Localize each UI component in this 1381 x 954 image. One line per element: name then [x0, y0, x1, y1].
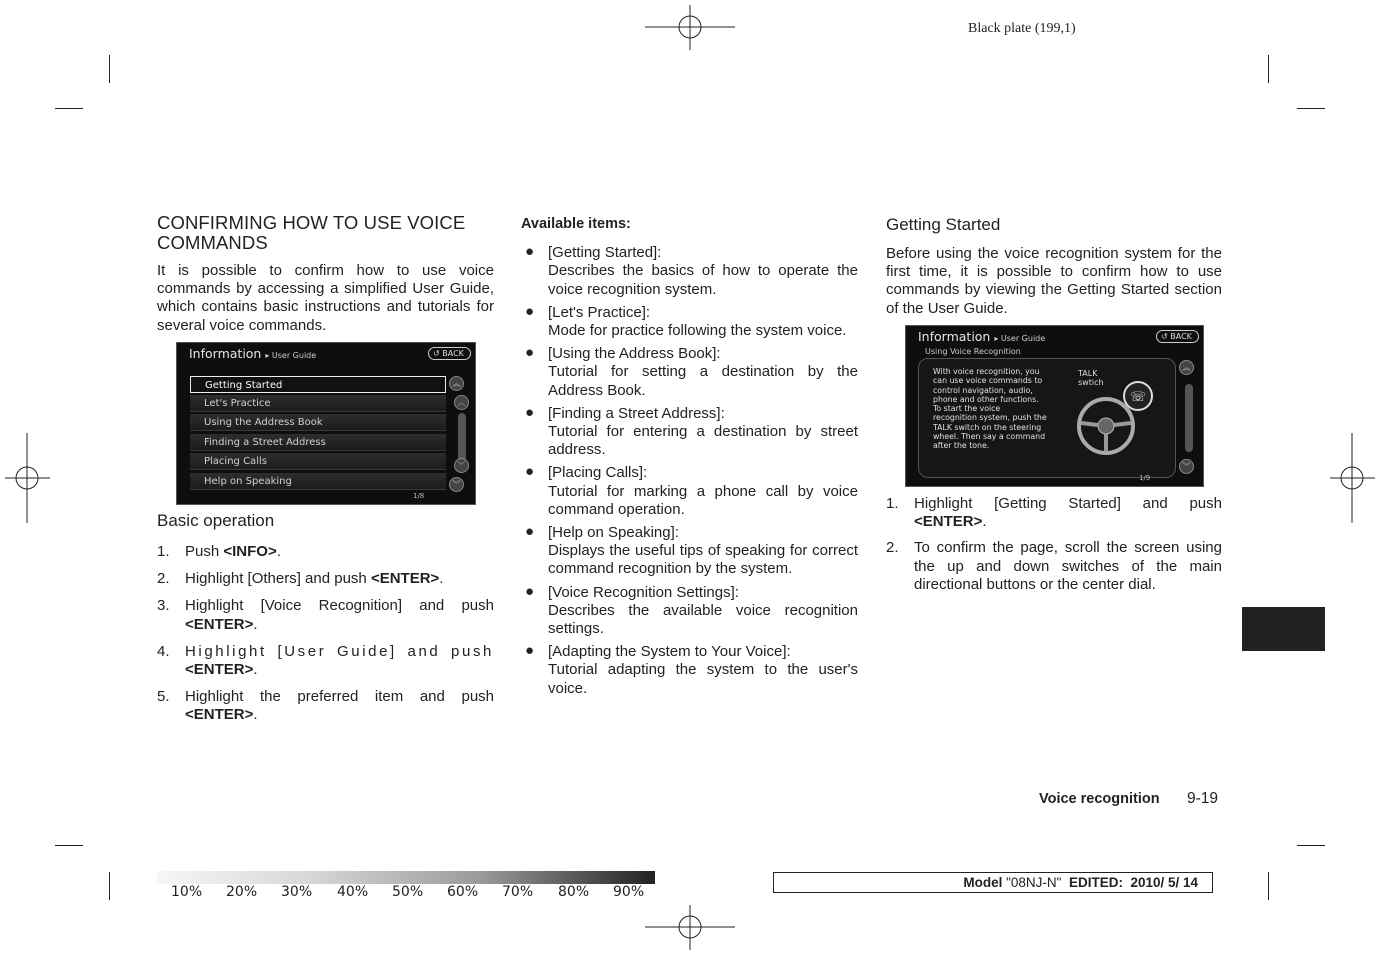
step-end: . [276, 543, 281, 560]
step-end: . [253, 615, 258, 633]
step-key: <ENTER> [185, 706, 254, 724]
getting-started-intro: Before using the voice recognition system for the first time, it is possible to confirm how to use commands by viewing the Getting Started section of the User Guide. [886, 245, 1222, 317]
menu-item-lets-practice[interactable]: Let's Practice [190, 395, 446, 412]
menu-item-address-book[interactable]: Using the Address Book [190, 414, 446, 431]
step-key: <INFO> [223, 543, 277, 560]
svg-text:☏: ☏ [1129, 390, 1147, 405]
step-end: . [253, 661, 261, 679]
bullet-icon: ● [525, 302, 535, 320]
step-key: <ENTER> [914, 513, 983, 531]
back-button-label: BACK [442, 349, 464, 358]
screen-header [918, 329, 1045, 344]
screen-breadcrumb-label: User Guide [1000, 334, 1046, 343]
step-key: <ENTER> [185, 661, 254, 679]
info-line: To start the voice [933, 404, 1001, 414]
percent-label: 50% [392, 884, 424, 900]
percent-label: 60% [447, 884, 479, 900]
scrollbar[interactable] [458, 413, 466, 463]
info-line: phone and other functions. [933, 394, 1039, 404]
info-line: wheel. Then say a command [933, 432, 1046, 442]
crop-mark [1268, 55, 1269, 83]
page-up-icon[interactable]: ︽ [1179, 360, 1194, 375]
crop-mark [1297, 108, 1325, 109]
item-title: [Help on Speaking]: [548, 524, 679, 542]
user-guide-screen [176, 342, 476, 505]
registration-mark-icon [1330, 433, 1375, 523]
crop-mark [109, 55, 110, 83]
section-title [157, 213, 494, 253]
intro-paragraph: It is possible to confirm how to use voice commands by accessing a simplified User Guide, which contains basic instructions and tutorials for several voice commands. [157, 262, 494, 334]
step-number: 4. [157, 642, 170, 660]
item-title: [Placing Calls]: [548, 464, 648, 482]
step-number: 2. [886, 539, 899, 557]
screen-header-title: Information [189, 346, 262, 361]
step-text: Highlight [Getting Started] and push [914, 495, 1222, 512]
item-title: [Adapting the System to Your Voice]: [548, 643, 791, 661]
basic-operation-heading: Basic operation [157, 511, 275, 530]
density-strip [157, 871, 655, 884]
available-items-heading: Available items: [521, 216, 631, 232]
step-item [157, 570, 494, 588]
scroll-up-icon[interactable]: ︿ [454, 395, 469, 410]
percent-label: 10% [171, 884, 203, 900]
info-text [933, 367, 1047, 451]
scroll-down-icon[interactable]: ﹀ [454, 458, 469, 473]
step-number: 5. [157, 688, 170, 706]
item-description: Displays the useful tips of speaking for correct command recognition by the system. [548, 542, 858, 578]
info-line: control navigation, audio, [933, 385, 1033, 395]
talk-label-line: swtich [1078, 378, 1104, 387]
info-line: recognition system, push the [933, 413, 1047, 423]
step-text: Highlight [Others] and push [185, 570, 371, 588]
list-item [521, 345, 858, 400]
bullet-icon: ● [525, 344, 535, 362]
percent-label: 70% [502, 884, 534, 900]
step-key: <ENTER> [185, 615, 254, 633]
step-number: 3. [157, 597, 170, 615]
item-description: Tutorial for setting a destination by the Address Book. [548, 363, 858, 399]
scrollbar[interactable] [1185, 384, 1193, 452]
back-button[interactable]: ↺ BACK [428, 347, 471, 360]
getting-started-steps [886, 495, 1222, 603]
column-1 [157, 213, 494, 335]
registration-mark-icon [5, 433, 50, 523]
step-end: . [982, 513, 987, 531]
screen-breadcrumb: ▸ User Guide [994, 334, 1046, 343]
registration-mark-icon [645, 905, 735, 950]
step-item [157, 543, 494, 561]
menu-item-help-speaking[interactable]: Help on Speaking [190, 473, 446, 490]
list-item [521, 244, 858, 299]
bullet-icon: ● [525, 642, 535, 660]
step-item [157, 597, 494, 633]
crop-mark [55, 108, 83, 109]
item-title: [Let's Practice]: [548, 303, 651, 321]
list-item [521, 524, 858, 579]
step-text: Push [185, 543, 224, 560]
step-item [157, 688, 494, 724]
item-title: [Getting Started]: [548, 244, 662, 262]
crop-mark [1297, 845, 1325, 846]
screen-breadcrumb-label: User Guide [271, 351, 317, 360]
item-title: [Using the Address Book]: [548, 345, 721, 363]
screen-header [189, 346, 316, 361]
percent-label: 30% [281, 884, 313, 900]
column-2 [521, 215, 858, 703]
list-item [521, 304, 858, 340]
percent-label: 40% [337, 884, 369, 900]
step-item [886, 495, 1222, 531]
percent-label: 90% [613, 884, 645, 900]
section-title-line-1: CONFIRMING HOW TO USE VOICE [157, 212, 466, 233]
section-tab [1242, 607, 1325, 651]
available-items-list [521, 244, 858, 698]
menu-item-placing-calls[interactable]: Placing Calls [190, 453, 446, 470]
menu-item-street-address[interactable]: Finding a Street Address [190, 434, 446, 451]
step-end: . [439, 570, 444, 588]
step-number: 1. [157, 543, 170, 560]
info-line: With voice recognition, you [933, 367, 1040, 376]
page-down-icon[interactable]: ︾ [449, 477, 464, 492]
item-description: Tutorial for entering a destination by street address. [548, 423, 858, 459]
page-down-icon[interactable]: ︾ [1179, 459, 1194, 474]
item-description: Tutorial for marking a phone call by voice command operation. [548, 482, 858, 518]
info-line: TALK switch on the steering [933, 422, 1042, 432]
item-description: Mode for practice following the system voice. [548, 322, 847, 340]
getting-started-steps-list [886, 495, 1222, 594]
edited-date: EDITED: 2010/ 5/ 14 [1061, 875, 1198, 890]
item-description: Describes the basics of how to operate the voice recognition system. [548, 262, 858, 298]
model-code: "08NJ-N" [1006, 875, 1062, 890]
basic-steps-list [157, 543, 494, 725]
bullet-icon: ● [525, 523, 535, 541]
getting-started-screen [905, 325, 1204, 487]
info-line: can use voice commands to [933, 376, 1043, 386]
page-indicator: 1/8 [413, 492, 425, 500]
getting-started-heading: Getting Started [886, 215, 1001, 234]
page-up-icon[interactable]: ︽ [449, 376, 464, 391]
model-label: Model [963, 875, 1007, 890]
item-description: Describes the available voice recognition settings. [548, 601, 858, 638]
list-item [521, 405, 858, 460]
screen-breadcrumb: ▸ User Guide [265, 351, 317, 360]
list-item [521, 584, 858, 639]
crop-mark [109, 872, 110, 900]
step-item [157, 643, 494, 679]
section-title-line-2: COMMANDS [157, 232, 268, 253]
bullet-icon: ● [525, 463, 535, 481]
percent-label: 20% [226, 884, 258, 900]
footer-section-title: Voice recognition [1039, 791, 1160, 807]
registration-mark-icon [645, 5, 735, 50]
column-3 [886, 215, 1222, 318]
step-number: 2. [157, 570, 170, 588]
step-end: . [253, 706, 258, 724]
step-number: 1. [886, 495, 899, 512]
crop-mark [55, 845, 83, 846]
list-item [521, 643, 858, 698]
step-text: Highlight the preferred item and push [185, 688, 494, 706]
bullet-icon: ● [525, 582, 535, 600]
item-description: Tutorial adapting the system to the user's voice. [548, 661, 858, 697]
bullet-icon: ● [525, 243, 535, 261]
step-key: <ENTER> [370, 570, 440, 588]
page-indicator: 1/9 [1139, 474, 1151, 482]
basic-operation-block [157, 511, 494, 734]
info-line: after the tone. [933, 441, 990, 451]
item-title: [Voice Recognition Settings]: [548, 583, 739, 601]
menu-item-getting-started[interactable]: Getting Started [190, 376, 446, 393]
bullet-icon: ● [525, 403, 535, 421]
plate-label: Black plate (199,1) [968, 21, 1076, 36]
back-button[interactable]: ↺ BACK [1156, 330, 1199, 343]
back-button-label: BACK [1170, 332, 1192, 341]
step-text: Highlight [Voice Recognition] and push [185, 597, 494, 615]
step-text: Highlight [User Guide] and push [185, 642, 494, 660]
crop-mark [1268, 872, 1269, 900]
steering-wheel-icon [1066, 378, 1166, 458]
percent-label: 80% [558, 884, 590, 900]
item-title: [Finding a Street Address]: [548, 404, 725, 422]
list-item [521, 464, 858, 519]
screen-subtitle: Using Voice Recognition [925, 347, 1021, 356]
step-text: To confirm the page, scroll the screen using the up and down switches of the main directional buttons or the center dial. [914, 539, 1222, 593]
step-item [886, 539, 1222, 594]
screen-header-title: Information [918, 329, 991, 344]
talk-label-line: TALK [1078, 369, 1098, 378]
model-edited-box [773, 872, 1213, 893]
page-number: 9-19 [1187, 790, 1219, 807]
